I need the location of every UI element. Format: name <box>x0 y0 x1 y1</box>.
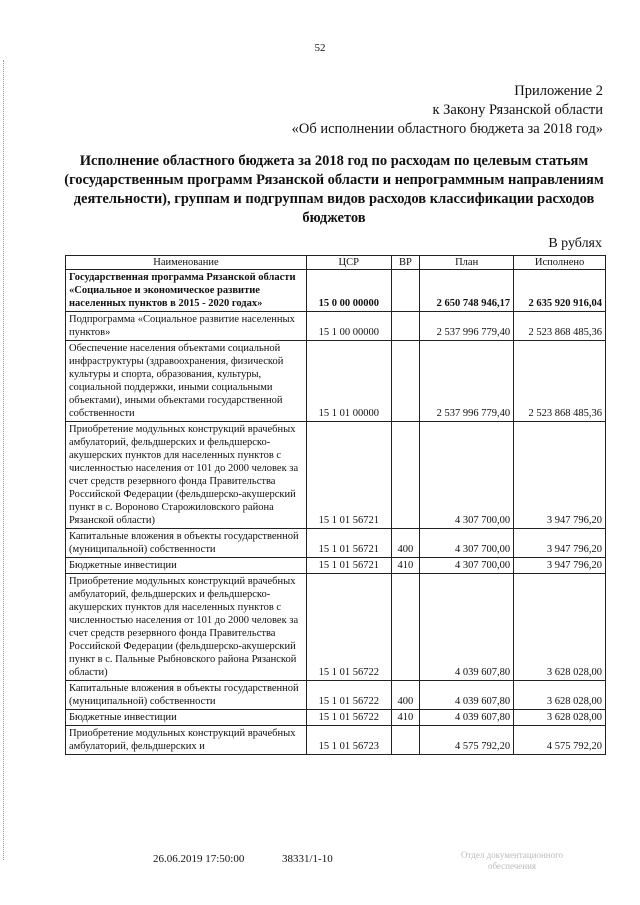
row-plan-cell: 2 537 996 779,40 <box>420 341 514 422</box>
row-vr-cell: 400 <box>391 529 420 558</box>
header-exec: Исполнено <box>514 256 606 270</box>
row-name-cell: Капитальные вложения в объекты государственной (муниципальной) собственности <box>66 529 307 558</box>
table-row <box>66 529 606 558</box>
row-name-cell: Подпрограмма «Социальное развитие населенных пунктов» <box>66 312 307 341</box>
header-vr: ВР <box>391 256 420 270</box>
row-vr-cell <box>391 270 420 312</box>
row-plan-cell: 2 650 748 946,17 <box>420 270 514 312</box>
table-row <box>66 558 606 574</box>
row-exec-cell: 3 628 028,00 <box>514 710 606 726</box>
row-name-cell: Капитальные вложения в объекты государственной (муниципальной) собственности <box>66 681 307 710</box>
row-csr-cell: 15 1 01 56722 <box>306 710 391 726</box>
row-plan-cell: 4 039 607,80 <box>420 710 514 726</box>
row-exec-cell: 2 523 868 485,36 <box>514 341 606 422</box>
row-name-cell: Приобретение модульных конструкций врачебных амбулаторий, фельдшерских и фельдшерско-акушерских пунктов для населенных пунктов с численностью населения от 101 до 2000 человек за счет средств резервного фонда Правительства Российской Федерации (фельдшерско-акушерский пункт в с. Вороново Старожиловского района Рязанской области) <box>66 422 307 529</box>
budget-table <box>65 255 606 755</box>
row-csr-cell: 15 1 01 56723 <box>306 726 391 755</box>
row-plan-cell: 2 537 996 779,40 <box>420 312 514 341</box>
document-title: Исполнение областного бюджета за 2018 год по расходам по целевым статьям (государственным программ Рязанской области и непрограммным направлениям деятельности), группам и подгруппам видов расходов классификации расходов бюджетов <box>64 153 604 226</box>
row-csr-cell: 15 1 01 56721 <box>306 558 391 574</box>
appendix-line-2: к Закону Рязанской области <box>432 102 603 118</box>
table-row <box>66 422 606 529</box>
table-row <box>66 726 606 755</box>
row-name-cell: Обеспечение населения объектами социальной инфраструктуры (здравоохранения, физической культуры и спорта, образования, культуры, социальной поддержки, иными социальными объектами), иными объектами государственной собственности <box>66 341 307 422</box>
row-exec-cell: 3 947 796,20 <box>514 558 606 574</box>
row-exec-cell: 2 523 868 485,36 <box>514 312 606 341</box>
row-csr-cell: 15 1 01 56722 <box>306 681 391 710</box>
header-plan: План <box>420 256 514 270</box>
row-vr-cell <box>391 422 420 529</box>
row-plan-cell: 4 307 700,00 <box>420 422 514 529</box>
row-plan-cell: 4 039 607,80 <box>420 574 514 681</box>
appendix-line-1: Приложение 2 <box>514 83 603 99</box>
row-vr-cell: 410 <box>391 558 420 574</box>
row-plan-cell: 4 307 700,00 <box>420 558 514 574</box>
row-csr-cell: 15 1 01 56721 <box>306 422 391 529</box>
table-row <box>66 270 606 312</box>
row-csr-cell: 15 1 01 56721 <box>306 529 391 558</box>
header-name: Наименование <box>66 256 307 270</box>
footer-doc-number: 38331/1-10 <box>282 853 333 865</box>
row-vr-cell <box>391 574 420 681</box>
page-number: 52 <box>314 42 326 54</box>
row-exec-cell: 4 575 792,20 <box>514 726 606 755</box>
table-row <box>66 681 606 710</box>
currency-note: В рублях <box>548 236 602 251</box>
registration-stamp <box>452 850 572 872</box>
table-header-row <box>66 256 606 270</box>
row-name-cell: Приобретение модульных конструкций врачебных амбулаторий, фельдшерских и фельдшерско-акушерских пунктов для населенных пунктов с численностью населения от 101 до 2000 человек за счет средств резервного фонда Правительства Российской Федерации (фельдшерско-акушерский пункт в с. Пальные Рыбновского района Рязанской области) <box>66 574 307 681</box>
appendix-header <box>292 82 603 139</box>
row-exec-cell: 3 628 028,00 <box>514 681 606 710</box>
row-vr-cell <box>391 312 420 341</box>
row-plan-cell: 4 575 792,20 <box>420 726 514 755</box>
row-plan-cell: 4 307 700,00 <box>420 529 514 558</box>
row-csr-cell: 15 1 00 00000 <box>306 312 391 341</box>
table-row <box>66 312 606 341</box>
row-vr-cell: 400 <box>391 681 420 710</box>
row-plan-cell: 4 039 607,80 <box>420 681 514 710</box>
row-exec-cell: 3 947 796,20 <box>514 422 606 529</box>
stamp-line-1: Отдел документационного <box>460 850 564 860</box>
scan-edge-marks <box>3 60 5 860</box>
header-csr: ЦСР <box>306 256 391 270</box>
row-vr-cell <box>391 341 420 422</box>
table-row <box>66 341 606 422</box>
row-name-cell: Бюджетные инвестиции <box>66 558 307 574</box>
appendix-line-3: «Об исполнении областного бюджета за 2018 год» <box>291 121 603 137</box>
table-row <box>66 710 606 726</box>
row-csr-cell: 15 0 00 00000 <box>306 270 391 312</box>
footer-datetime: 26.06.2019 17:50:00 <box>153 853 245 865</box>
row-vr-cell: 410 <box>391 710 420 726</box>
row-exec-cell: 3 947 796,20 <box>514 529 606 558</box>
row-vr-cell <box>391 726 420 755</box>
row-name-cell: Бюджетные инвестиции <box>66 710 307 726</box>
row-exec-cell: 3 628 028,00 <box>514 574 606 681</box>
row-csr-cell: 15 1 01 00000 <box>306 341 391 422</box>
stamp-line-2: обеспечения <box>487 861 537 871</box>
table-row <box>66 574 606 681</box>
row-name-cell: Приобретение модульных конструкций врачебных амбулаторий, фельдшерских и <box>66 726 307 755</box>
row-name-cell: Государственная программа Рязанской области «Социальное и экономическое развитие населенных пунктов в 2015 - 2020 годах» <box>66 270 307 312</box>
row-exec-cell: 2 635 920 916,04 <box>514 270 606 312</box>
row-csr-cell: 15 1 01 56722 <box>306 574 391 681</box>
